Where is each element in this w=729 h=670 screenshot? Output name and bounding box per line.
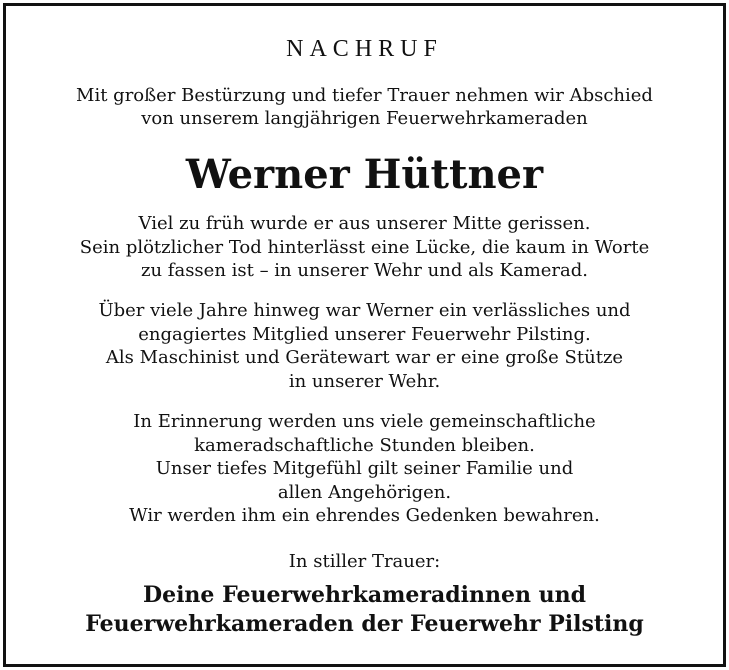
intro-line: Mit großer Bestürzung und tiefer Trauer nehmen wir Abschied [76, 85, 653, 106]
paragraph-line: Unser tiefes Mitgefühl gilt seiner Familie und [155, 458, 574, 479]
paragraph-line: Viel zu früh wurde er aus unserer Mitte gerissen. [138, 213, 591, 234]
paragraph-line: Sein plötzlicher Tod hinterlässt eine Lücke, die kaum in Worte [79, 236, 650, 258]
tribute-paragraph-2 [6, 299, 723, 393]
paragraph-line: zu fassen ist – in unserer Wehr und als Kamerad. [141, 260, 588, 281]
tribute-paragraph-1 [6, 212, 723, 283]
tribute-paragraph-3 [6, 410, 723, 528]
paragraph-line: kameradschaftliche Stunden bleiben. [194, 434, 535, 456]
notice-heading: NACHRUF [286, 36, 443, 62]
paragraph-line: engagiertes Mitglied unserer Feuerwehr Pilsting. [138, 323, 591, 345]
paragraph-line: Über viele Jahre hinweg war Werner ein verlässliches und [98, 300, 631, 321]
mourning-label: In stiller Trauer: [288, 551, 441, 572]
deceased-name: Werner Hüttner [185, 151, 544, 198]
paragraph-line: Als Maschinist und Gerätewart war er eine große Stütze [105, 347, 624, 368]
signature-line: Deine Feuerwehrkameradinnen und [143, 582, 586, 608]
signature-block [6, 581, 723, 639]
obituary-notice [3, 3, 726, 667]
paragraph-line: Wir werden ihm ein ehrendes Gedenken bewahren. [129, 505, 600, 526]
intro-text [6, 84, 723, 130]
paragraph-line: in unserer Wehr. [288, 370, 441, 392]
intro-line: von unserem langjährigen Feuerwehrkameraden [141, 108, 588, 129]
paragraph-line: allen Angehörigen. [277, 481, 452, 503]
signature-line: Feuerwehrkameraden der Feuerwehr Pilsting [85, 611, 644, 637]
paragraph-line: In Erinnerung werden uns viele gemeinschaftliche [133, 411, 596, 432]
